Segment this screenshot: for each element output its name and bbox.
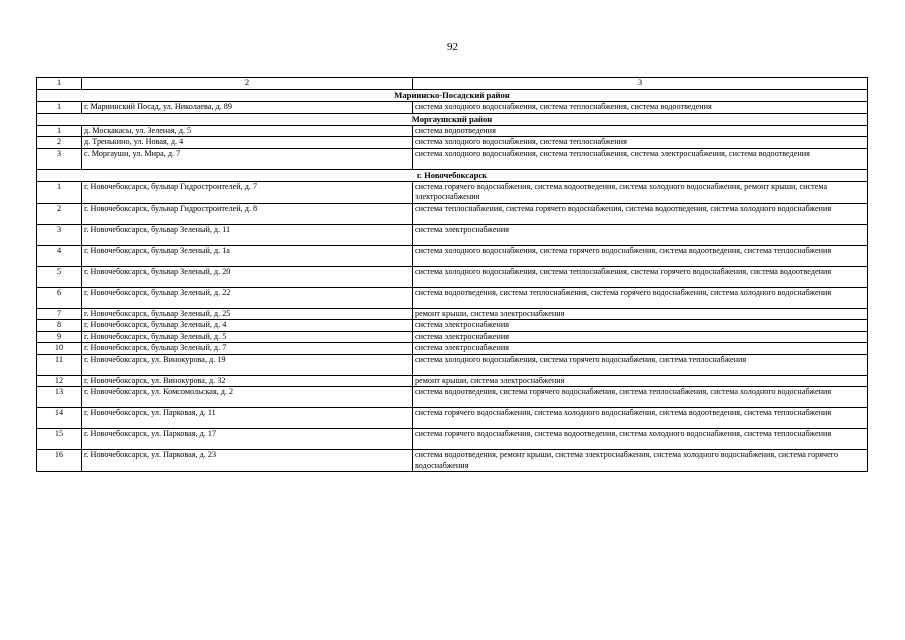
row-number: 2 bbox=[37, 137, 82, 149]
row-systems: система водоотведения, система теплоснабжения, система горячего водоснабжения, система холодного водоснабжения bbox=[413, 287, 868, 308]
row-systems: система водоотведения bbox=[413, 125, 868, 137]
table-row bbox=[37, 181, 868, 203]
row-systems: система холодного водоснабжения, система теплоснабжения, система горячего водоснабжения, система водоотведения bbox=[413, 266, 868, 287]
row-number: 15 bbox=[37, 429, 82, 450]
table-row bbox=[37, 450, 868, 472]
row-systems: система холодного водоснабжения, система теплоснабжения bbox=[413, 137, 868, 149]
row-systems: система водоотведения, ремонт крыши, система электроснабжения, система холодного водоснабжения, система горячего водоснабжения bbox=[413, 450, 868, 472]
row-systems: ремонт крыши, система электроснабжения bbox=[413, 308, 868, 320]
row-systems: система электроснабжения bbox=[413, 320, 868, 332]
row-number: 2 bbox=[37, 203, 82, 224]
table-row bbox=[37, 429, 868, 450]
row-systems: система электроснабжения bbox=[413, 343, 868, 355]
table-row bbox=[37, 287, 868, 308]
row-address: г. Новочебоксарск, ул. Парковая, д. 17 bbox=[82, 429, 413, 450]
table-row bbox=[37, 343, 868, 355]
row-address: г. Новочебоксарск, ул. Парковая, д. 23 bbox=[82, 450, 413, 472]
table-header-row bbox=[37, 78, 868, 90]
row-systems: система холодного водоснабжения, система теплоснабжения, система электроснабжения, система водоотведения bbox=[413, 148, 868, 169]
section-header-row bbox=[37, 169, 868, 181]
table-row bbox=[37, 387, 868, 408]
row-address: г. Новочебоксарск, ул. Парковая, д. 11 bbox=[82, 408, 413, 429]
header-cell-address: 2 bbox=[82, 78, 413, 90]
header-cell-systems: 3 bbox=[413, 78, 868, 90]
table-row bbox=[37, 266, 868, 287]
table-row bbox=[37, 308, 868, 320]
repair-table bbox=[36, 77, 868, 472]
table-row bbox=[37, 408, 868, 429]
page-number: 92 bbox=[447, 41, 458, 53]
row-address: г. Новочебоксарск, ул. Винокурова, д. 32 bbox=[82, 375, 413, 387]
row-systems: система электроснабжения bbox=[413, 224, 868, 245]
table-row bbox=[37, 137, 868, 149]
row-address: г. Новочебоксарск, бульвар Зеленый, д. 7 bbox=[82, 343, 413, 355]
row-address: г. Новочебоксарск, бульвар Гидростроителей, д. 7 bbox=[82, 181, 413, 203]
row-address: г. Новочебоксарск, бульвар Зеленый, д. 4 bbox=[82, 320, 413, 332]
row-address: г. Новочебоксарск, ул. Комсомольская, д. 2 bbox=[82, 387, 413, 408]
section-title: г. Новочебоксарск bbox=[37, 169, 868, 181]
row-systems: ремонт крыши, система электроснабжения bbox=[413, 375, 868, 387]
row-number: 1 bbox=[37, 125, 82, 137]
row-number: 11 bbox=[37, 354, 82, 375]
table-row bbox=[37, 203, 868, 224]
row-number: 1 bbox=[37, 181, 82, 203]
table-row bbox=[37, 354, 868, 375]
table-row bbox=[37, 320, 868, 332]
section-header-row bbox=[37, 90, 868, 102]
section-header-row bbox=[37, 113, 868, 125]
row-number: 9 bbox=[37, 331, 82, 343]
row-systems: система холодного водоснабжения, система теплоснабжения, система водоотведения bbox=[413, 102, 868, 114]
table-row bbox=[37, 148, 868, 169]
row-number: 3 bbox=[37, 224, 82, 245]
section-title: Мариинско-Посадский район bbox=[37, 90, 868, 102]
row-number: 3 bbox=[37, 148, 82, 169]
table-row bbox=[37, 102, 868, 114]
row-number: 14 bbox=[37, 408, 82, 429]
row-address: г. Новочебоксарск, бульвар Зеленый, д. 20 bbox=[82, 266, 413, 287]
row-address: г. Новочебоксарск, бульвар Зеленый, д. 11 bbox=[82, 224, 413, 245]
row-number: 8 bbox=[37, 320, 82, 332]
row-address: д. Тренькино, ул. Новая, д. 4 bbox=[82, 137, 413, 149]
row-address: г. Новочебоксарск, бульвар Гидростроителей, д. 8 bbox=[82, 203, 413, 224]
row-address: г. Новочебоксарск, бульвар Зеленый, д. 5 bbox=[82, 331, 413, 343]
row-systems: система горячего водоснабжения, система водоотведения, система холодного водоснабжения, ремонт крыши, система электроснабжения bbox=[413, 181, 868, 203]
row-address: г. Новочебоксарск, бульвар Зеленый, д. 1а bbox=[82, 245, 413, 266]
table-row bbox=[37, 224, 868, 245]
table-row bbox=[37, 375, 868, 387]
row-systems: система теплоснабжения, система горячего водоснабжения, система водоотведения, система холодного водоснабжения bbox=[413, 203, 868, 224]
row-systems: система холодного водоснабжения, система горячего водоснабжения, система теплоснабжения bbox=[413, 354, 868, 375]
table-row bbox=[37, 125, 868, 137]
row-number: 16 bbox=[37, 450, 82, 472]
row-number: 5 bbox=[37, 266, 82, 287]
row-systems: система водоотведения, система горячего водоснабжения, система теплоснабжения, система холодного водоснабжения bbox=[413, 387, 868, 408]
row-address: г. Новочебоксарск, ул. Винокурова, д. 19 bbox=[82, 354, 413, 375]
header-cell-number: 1 bbox=[37, 78, 82, 90]
section-title: Моргаушский район bbox=[37, 113, 868, 125]
row-systems: система горячего водоснабжения, система холодного водоснабжения, система водоотведения, система теплоснабжения bbox=[413, 408, 868, 429]
row-address: с. Моргауши, ул. Мира, д. 7 bbox=[82, 148, 413, 169]
row-number: 1 bbox=[37, 102, 82, 114]
row-number: 4 bbox=[37, 245, 82, 266]
row-systems: система холодного водоснабжения, система горячего водоснабжения, система водоотведения, система теплоснабжения bbox=[413, 245, 868, 266]
table-row bbox=[37, 245, 868, 266]
row-address: г. Новочебоксарск, бульвар Зеленый, д. 25 bbox=[82, 308, 413, 320]
row-address: г. Мариинский Посад, ул. Николаева, д. 89 bbox=[82, 102, 413, 114]
row-number: 13 bbox=[37, 387, 82, 408]
row-number: 10 bbox=[37, 343, 82, 355]
row-address: г. Новочебоксарск, бульвар Зеленый, д. 22 bbox=[82, 287, 413, 308]
table-body bbox=[37, 78, 868, 472]
row-number: 7 bbox=[37, 308, 82, 320]
row-systems: система электроснабжения bbox=[413, 331, 868, 343]
row-systems: система горячего водоснабжения, система водоотведения, система холодного водоснабжения, система теплоснабжения bbox=[413, 429, 868, 450]
table-row bbox=[37, 331, 868, 343]
row-number: 12 bbox=[37, 375, 82, 387]
row-number: 6 bbox=[37, 287, 82, 308]
row-address: д. Москакасы, ул. Зеленая, д. 5 bbox=[82, 125, 413, 137]
